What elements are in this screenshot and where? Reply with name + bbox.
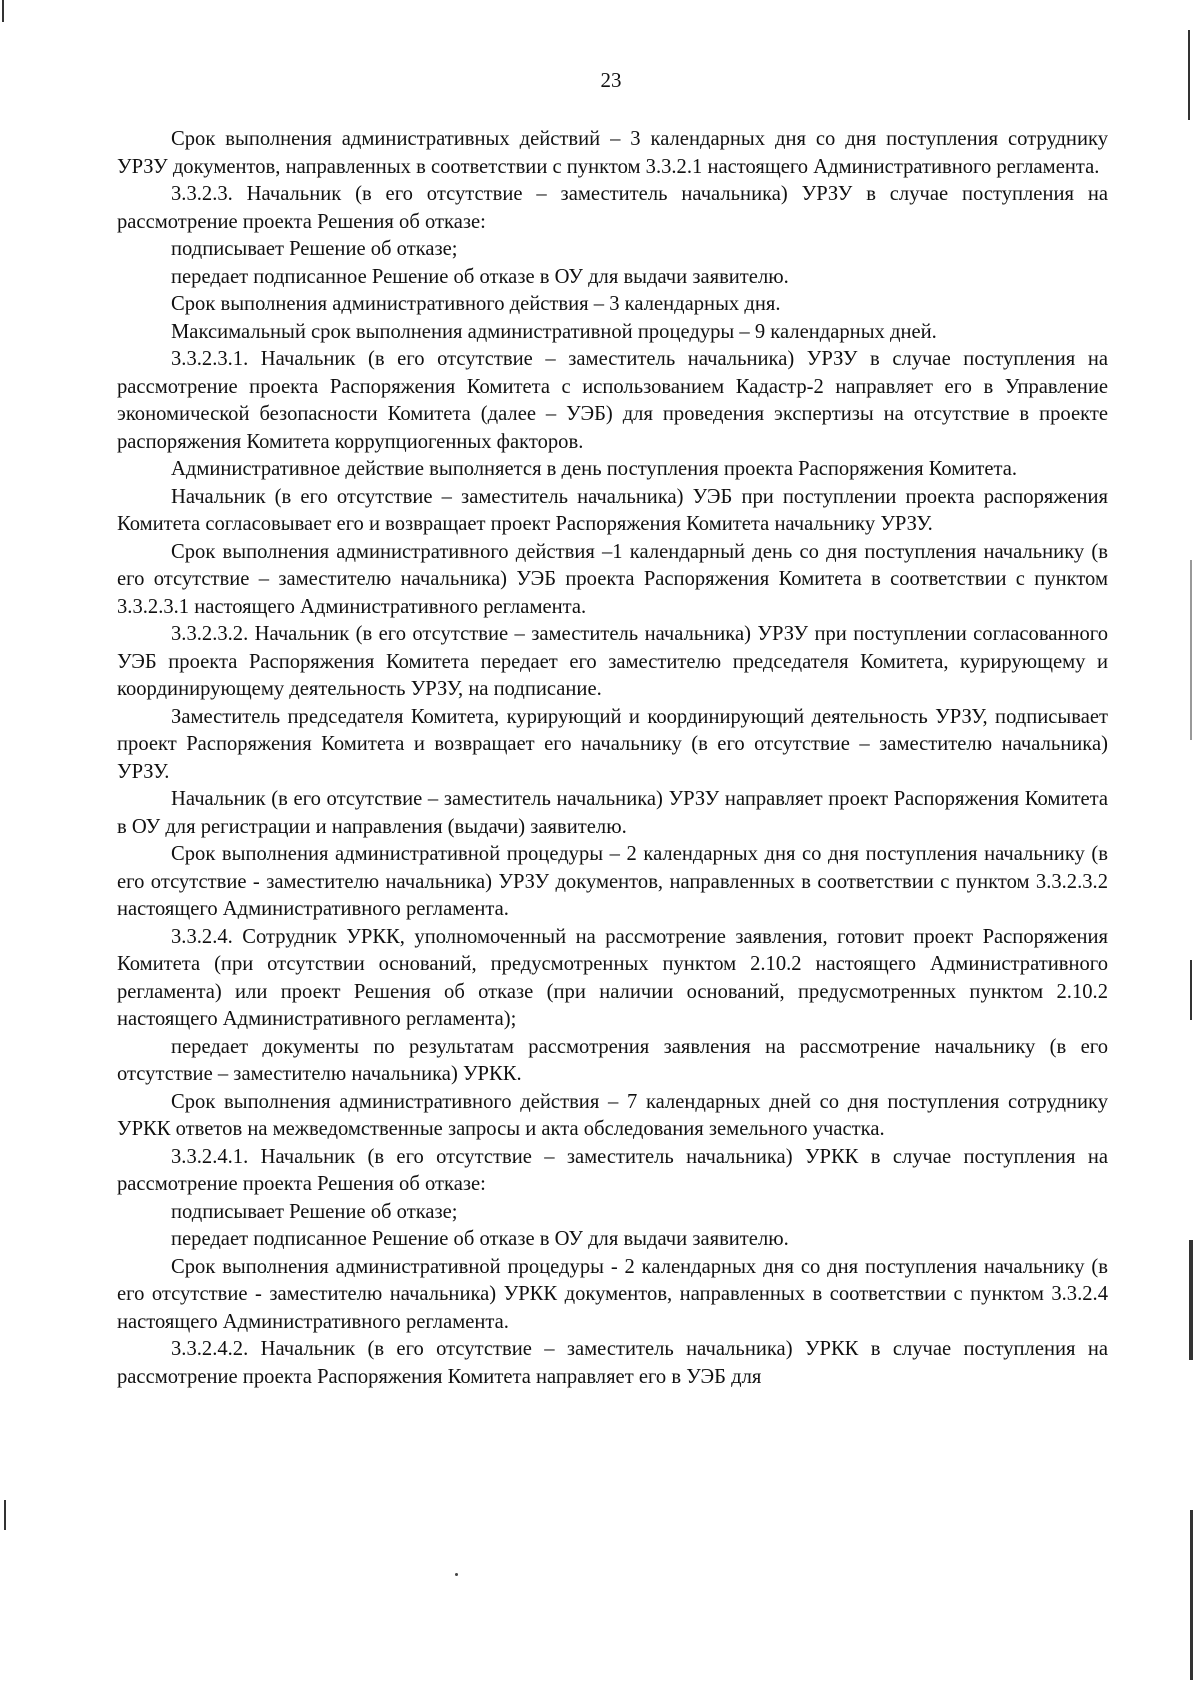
paragraph: передает подписанное Решение об отказе в ОУ для выдачи заявителю. xyxy=(171,265,789,288)
paragraph: Срок выполнения административных действий – 3 календарных дня со дня поступления сотруднику УРЗУ документов, направленных в соответствии с пунктом 3.3.2.1 настоящего Административного регламента. xyxy=(117,128,1108,178)
scan-dot xyxy=(455,1573,458,1576)
paragraph: Начальник (в его отсутствие – заместитель начальника) УРЗУ направляет проект Распоряжения Комитета в ОУ для регистрации и направления (выдачи) заявителю. xyxy=(117,788,1108,838)
paragraph: 3.3.2.4.1. Начальник (в его отсутствие – заместитель начальника) УРКК в случае поступления на рассмотрение проекта Решения об отказе: xyxy=(117,1145,1108,1195)
scan-edge-mark xyxy=(1190,1510,1193,1680)
paragraph: Заместитель председателя Комитета, курирующий и координирующий деятельность УРЗУ, подписывает проект Распоряжения Комитета и возвращает его начальнику (в его отсутствие – заместителю начальника) УРЗУ. xyxy=(117,705,1108,783)
paragraph: Срок выполнения административного действия –1 календарный день со дня поступления начальнику (в его отсутствие – заместителю начальника) УЭБ проекта Распоряжения Комитета в соответствии с пунктом 3.3.2.3.1 настоящего Административного регламента. xyxy=(117,540,1108,618)
paragraph: Начальник (в его отсутствие – заместитель начальника) УЭБ при поступлении проекта распоряжения Комитета согласовывает его и возвращает проект Распоряжения Комитета начальнику УРЗУ. xyxy=(117,485,1108,535)
scan-edge-mark xyxy=(1188,30,1190,120)
scan-edge-mark xyxy=(2,0,4,22)
paragraph: Срок выполнения административного действия – 3 календарных дня. xyxy=(171,293,781,315)
paragraph: Максимальный срок выполнения административной процедуры – 9 календарных дней. xyxy=(171,320,937,343)
paragraph: передает документы по результатам рассмотрения заявления на рассмотрение начальнику (в его отсутствие – заместителю начальника) УРКК. xyxy=(117,1035,1108,1085)
paragraph: передает подписанное Решение об отказе в ОУ для выдачи заявителю. xyxy=(171,1228,789,1250)
paragraph: 3.3.2.3.2. Начальник (в его отсутствие – заместитель начальника) УРЗУ при поступлении согласованного УЭБ проекта Распоряжения Комитета передает его заместителю председателя Комитета, курирующему и координирующему деятельность УРЗУ, на подписание. xyxy=(117,623,1108,700)
paragraph: 3.3.2.3. Начальник (в его отсутствие – заместитель начальника) УРЗУ в случае поступления на рассмотрение проекта Решения об отказе: xyxy=(117,183,1108,233)
paragraph: Срок выполнения административной процедуры – 2 календарных дня со дня поступления начальнику (в его отсутствие - заместителю начальника) УРЗУ документов, направленных в соответствии с пунктом 3.3.2.3.2 настоящего Административного регламента. xyxy=(117,843,1108,920)
scan-edge-mark xyxy=(1189,1240,1193,1360)
paragraph: Административное действие выполняется в день поступления проекта Распоряжения Комитета. xyxy=(171,458,1018,480)
paragraph: 3.3.2.4.2. Начальник (в его отсутствие – заместитель начальника) УРКК в случае поступления на рассмотрение проекта Распоряжения Комитета направляет его в УЭБ для xyxy=(117,1338,1108,1388)
paragraph: Срок выполнения административной процедуры - 2 календарных дня со дня поступления начальнику (в его отсутствие - заместителю начальника) УРКК документов, направленных в соответствии с пунктом 3.3.2.4 настоящего Административного регламента. xyxy=(117,1255,1108,1333)
scan-edge-mark xyxy=(1190,560,1192,740)
scan-edge-mark xyxy=(1190,960,1192,1020)
document-body xyxy=(117,126,1108,1391)
paragraph: подписывает Решение об отказе; xyxy=(171,1200,458,1223)
paragraph: 3.3.2.4. Сотрудник УРКК, уполномоченный на рассмотрение заявления, готовит проект Распоряжения Комитета (при отсутствии оснований, предусмотренных пунктом 2.10.2 настоящего Административного регламента) или проект Решения об отказе (при наличии оснований, предусмотренных пунктом 2.10.2 настоящего Административного регламента); xyxy=(117,925,1108,1030)
scan-edge-mark xyxy=(4,1500,6,1530)
page-number: 23 xyxy=(600,68,622,92)
paragraph: Срок выполнения административного действия – 7 календарных дней со дня поступления сотруднику УРКК ответов на межведомственные запросы и акта обследования земельного участка. xyxy=(117,1090,1108,1140)
paragraph: подписывает Решение об отказе; xyxy=(171,238,458,260)
paragraph: 3.3.2.3.1. Начальник (в его отсутствие – заместитель начальника) УРЗУ в случае поступления на рассмотрение проекта Распоряжения Комитета с использованием Кадастр-2 направляет его в Управление экономической безопасности Комитета (далее – УЭБ) для проведения экспертизы на отсутствие в проекте распоряжения Комитета коррупциогенных факторов. xyxy=(117,348,1108,453)
